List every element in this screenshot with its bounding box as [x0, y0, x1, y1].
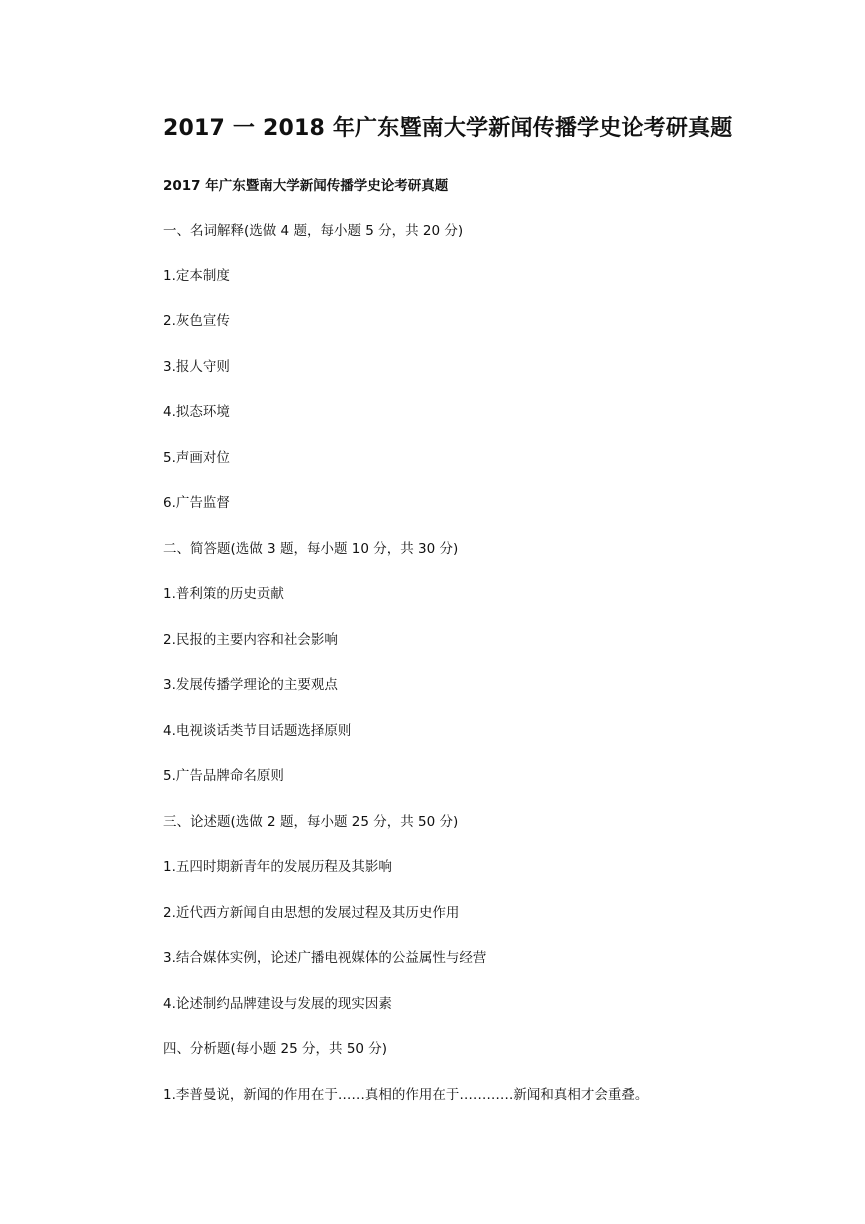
question-item: 5.声画对位 [163, 450, 230, 466]
section-heading-4: 四、分析题(每小题 25 分，共 50 分) [163, 1041, 388, 1057]
document-title: 2017 一 2018 年广东暨南大学新闻传播学史论考研真题 [163, 116, 733, 141]
section-heading-3: 三、论述题(选做 2 题，每小题 25 分，共 50 分) [163, 814, 459, 830]
question-item: 3.发展传播学理论的主要观点 [163, 677, 338, 693]
question-item: 4.拟态环境 [163, 404, 230, 420]
exam-subtitle: 2017 年广东暨南大学新闻传播学史论考研真题 [163, 178, 449, 194]
question-item: 2.民报的主要内容和社会影响 [163, 632, 338, 648]
question-item: 3.报人守则 [163, 359, 230, 375]
section-heading-2: 二、简答题(选做 3 题，每小题 10 分，共 30 分) [163, 541, 459, 557]
question-item: 1.定本制度 [163, 268, 230, 284]
question-item: 4.电视谈话类节目话题选择原则 [163, 723, 352, 739]
question-item: 3.结合媒体实例，论述广播电视媒体的公益属性与经营 [163, 950, 487, 966]
section-heading-1: 一、名词解释(选做 4 题，每小题 5 分，共 20 分) [163, 223, 464, 239]
question-item: 6.广告监督 [163, 495, 230, 511]
question-item: 4.论述制约品牌建设与发展的现实因素 [163, 996, 392, 1012]
question-item: 1.五四时期新青年的发展历程及其影响 [163, 859, 392, 875]
question-item: 5.广告品牌命名原则 [163, 768, 284, 784]
question-item: 1.普利策的历史贡献 [163, 586, 284, 602]
question-item: 1.李普曼说，新闻的作用在于……真相的作用在于…………新闻和真相才会重叠。 [163, 1087, 649, 1103]
question-item: 2.近代西方新闻自由思想的发展过程及其历史作用 [163, 905, 460, 921]
question-item: 2.灰色宣传 [163, 313, 230, 329]
